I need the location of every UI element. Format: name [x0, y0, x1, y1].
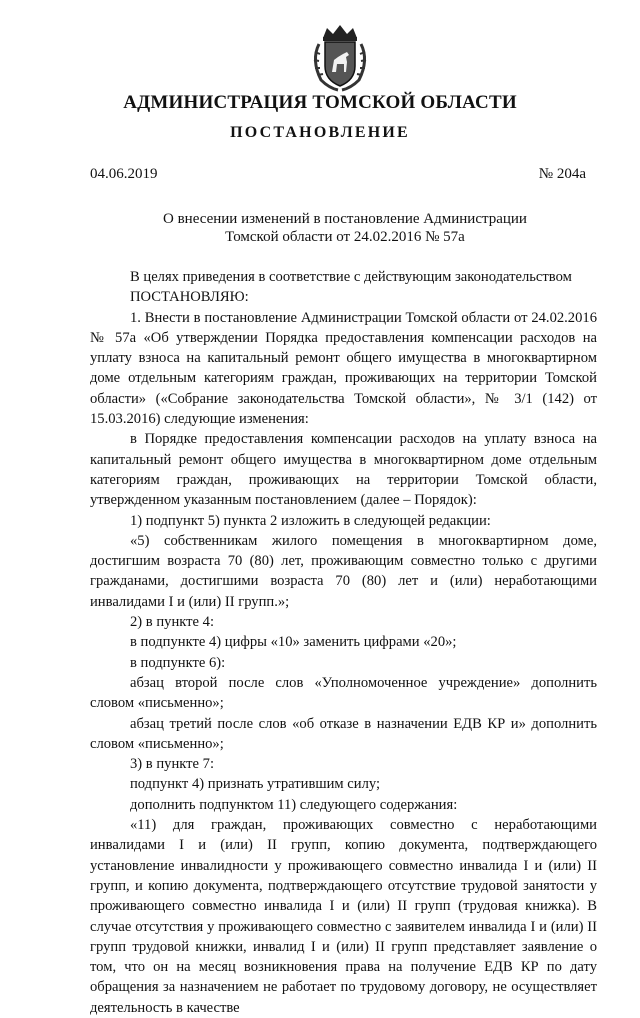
document-number: № 204а	[538, 166, 586, 182]
body-paragraph: подпункт 4) признать утратившим силу;	[130, 776, 381, 793]
document-type-title: ПОСТАНОВЛЕНИЕ	[230, 124, 410, 141]
organization-title: АДМИНИСТРАЦИЯ ТОМСКОЙ ОБЛАСТИ	[123, 92, 517, 113]
body-paragraph: абзац третий после слов «об отказе в назначении ЕДВ КР и» дополнить словом «письменно»;	[90, 715, 597, 752]
body-paragraph: «11) для граждан, проживающих совместно с неработающими инвалидами I и (или) II групп, копию документа, подтверждающего установление инвалидности у проживающего совместно инвалида I и (или) II групп, и копию документа, подтверждающего отсутствие трудовой занятости у проживающего совместно инвалида I и (или) II групп (трудовая книжка). В случае отсутствия у проживающего совместно с заявителем инвалида I и (или) II групп трудовой книжки, инвалид I и (или) II групп представляет заявление о том, что он на месяц возникновения права на получение ЕДВ КР по дату обращения за назначением не работает по трудовому договору, не осуществляет деятельность в качестве	[90, 817, 597, 1016]
body-paragraph: 2) в пункте 4:	[130, 614, 215, 631]
body-paragraph: в Порядке предоставления компенсации расходов на уплату взноса на капитальный ремонт общего имущества в многоквартирном доме отдельным категориям граждан, проживающих на территории Томской области, утвержденном указанным постановлением (далее – Порядок):	[90, 431, 597, 509]
resolve-paragraph: ПОСТАНОВЛЯЮ:	[130, 289, 249, 306]
body-paragraph: «5) собственникам жилого помещения в многоквартирном доме, достигшим возраста 70 (80) лет, проживающим совместно только с другими гражданами, достигшими возраста 70 (80) лет и (или) неработающими инвалидами I и (или) II групп.»;	[90, 532, 597, 610]
body-paragraph: 3) в пункте 7:	[130, 756, 215, 773]
subject-line-1: О внесении изменений в постановление Администрации	[163, 211, 527, 227]
body-paragraph: дополнить подпунктом 11) следующего содержания:	[130, 796, 458, 813]
document-body	[90, 267, 597, 1018]
body-paragraph: абзац второй после слов «Уполномоченное учреждение» дополнить словом «письменно»;	[90, 674, 597, 712]
document-date: 04.06.2019	[90, 166, 158, 182]
body-paragraph: 1) подпункт 5) пункта 2 изложить в следующей редакции:	[130, 512, 491, 529]
preamble-paragraph: В целях приведения в соответствие с действующим законодательством	[130, 269, 572, 285]
document-subject	[130, 210, 560, 246]
body-paragraph: в подпункте 4) цифры «10» заменить цифрами «20»;	[130, 634, 457, 651]
coat-of-arms-emblem	[305, 22, 375, 94]
subject-line-2: Томской области от 24.02.2016 № 57а	[225, 229, 465, 245]
body-paragraph: в подпункте 6):	[130, 654, 226, 671]
body-paragraph: 1. Внести в постановление Администрации Томской области от 24.02.2016 № 57а «Об утверждении Порядка предоставления компенсации расходов на уплату взноса на капитальный ремонт общего имущества в многоквартирном доме отдельным категориям граждан, проживающих на территории Томской области» («Собрание законодательства Томской области», № 3/1 (142) от 15.03.2016) следующие изменения:	[90, 309, 597, 428]
